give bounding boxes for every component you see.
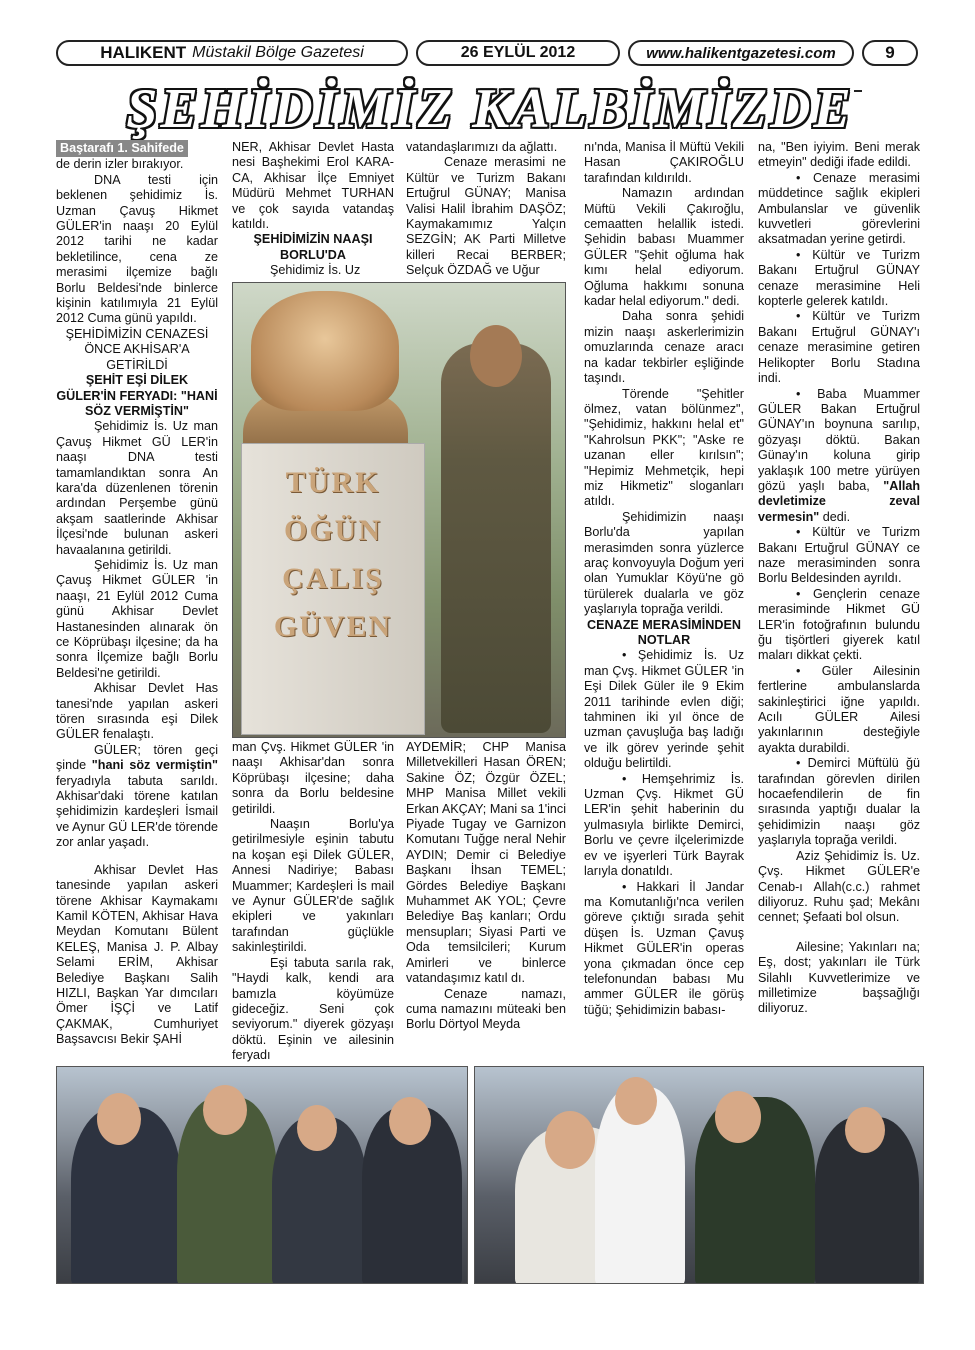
person-face bbox=[845, 1107, 885, 1153]
person-face bbox=[545, 1111, 595, 1169]
note-item bbox=[758, 387, 920, 526]
soldier-face bbox=[470, 325, 522, 387]
text-run: • Baba Muammer GÜLER Bakan Ertuğrul GÜNAY'ın boynuna sarılıp, gözyaşı döktü. Bakan Günay'ın koluna girip yaklaşık 100 metre yürüyen gözü yaşlı baba, bbox=[758, 386, 920, 493]
quote-bold: "hani söz vermiştin" bbox=[91, 758, 218, 773]
note-item: • Güler Ailesinin fertlerine ambulanslarda sakinleştirici iğne yapıldı. Acılı GÜLER Ailesi yakınlarının desteğiyle ayakta durabildi. bbox=[758, 663, 920, 755]
subheading: ŞEHİDİMİZİN NAAŞI BORLU'DA bbox=[253, 232, 373, 262]
text-run: GÜLER; tören geçi şinde bbox=[56, 742, 218, 773]
quote-bold: "Allah devletimize zeval vermesin" bbox=[758, 478, 920, 524]
page-headline: ŞEHİDİMİZ KALBİMİZDE bbox=[126, 78, 854, 140]
person-face bbox=[615, 1077, 657, 1125]
paragraph: Cenaze namazı, cuma namazını müteaki ben Borlu Dörtyol Meyda bbox=[406, 986, 566, 1032]
note-item: • Gençlerin cenaze merasiminde Hikmet GÜ LER'in fotoğrafının bulundu ğu tişörtleri giyerek katıl maları dikkat çekti. bbox=[758, 586, 920, 663]
paragraph: Aziz Şehidimiz İs. Uz. Çvş. Hikmet GÜLER'e Cenab-ı Allah(c.c.) rahmet diliyoruz. Ruhu şad; Mekânı cennet; Şefaati bol olsun. bbox=[758, 848, 920, 925]
pedestal-word: GÜVEN bbox=[273, 610, 393, 643]
article-column-2-top bbox=[232, 140, 394, 280]
paragraph: de derin izler bırakıyor. bbox=[56, 157, 184, 172]
paragraph: vatandaşlarımızı da ağlattı. bbox=[406, 140, 558, 154]
pedestal-word: TÜRK bbox=[285, 466, 381, 499]
paragraph: Törende "Şehitler ölmez, vatan bölünmez", "Şehidimiz, hakkını helal et" "Kahrolsun PKK"; "Aske re uzanan eller kırılsın"; "Hepimiz Mehmetçik, hepi miz Hikmetiz" sloganları atıldı. bbox=[584, 386, 744, 509]
paragraph: Naaşın Borlu'ya getirilmesiyle eşinin tabutu na koşan eşi Dilek GÜLER, Annesi Nadiriye; Babası Muammer; Kardeşleri İs mail ve Aynur GÜLER'de sağlık ekipleri ve yakınları tarafından güçlükle sakinleştirildi. bbox=[232, 817, 394, 955]
person-face bbox=[389, 1097, 431, 1145]
text-run: dedi. bbox=[822, 509, 851, 524]
embrace-crowd-photo bbox=[474, 1066, 924, 1284]
page-number: 9 bbox=[862, 40, 918, 66]
paper-name: HALIKENT bbox=[100, 43, 187, 62]
person-face bbox=[203, 1085, 247, 1135]
text-run: feryadıyla tabuta sarıldı. Akhisar'daki törene katılan şehidimizin kardeşleri İsmail ve Aynur GÜ LER'de törende zor anlar yaşadı. bbox=[56, 773, 218, 850]
paragraph: DNA testi için beklenen şehidimiz İs. Uzman Çavuş Hikmet GÜLER'in naaşı 20 Eylül 2012 tarihi ne kadar bekletilince, cena ze merasimi ilçemize bağlı Borlu Beldesi'nde binlerce kişinin katılımıyla 21 Eylül 2012 Cuma günü yapıldı. bbox=[56, 172, 218, 326]
paragraph: Ailesine; Yakınları na; Eş, dost; yakınları ile Türk Silahlı Kuvvetlerimize ve milletimize başsağlığı diliyoruz. bbox=[758, 939, 920, 1016]
article-column-5 bbox=[758, 140, 920, 1065]
paper-name-pill bbox=[56, 40, 408, 66]
article-column-3-bottom bbox=[406, 740, 566, 1065]
officials-crowd-photo bbox=[56, 1066, 468, 1284]
subheading: ŞEHİDİMİZİN CENAZESİ ÖNCE AKHİSAR'A GETİRİLDİ bbox=[65, 326, 209, 372]
paragraph: Akhisar Devlet Has tanesinde yapılan askeri törene Akhisar Kaymakamı Kamil KÖTEN, Akhisar Hava Meydan Komutanı Bülent KELEŞ, Manisa J. P. Albay Selami ERİM, Akhisar Belediye Başkanı Salih HIZLI, Başkan Yar dımcıları Ömer İŞÇİ ve Latif ÇAKMAK, Cumhuriyet Başsavcısı Bekir ŞAHİ bbox=[56, 862, 218, 1047]
paragraph: NER, Akhisar Devlet Hasta nesi Başhekimi Erol KARA-CA, Akhisar İlçe Emniyet Müdürü Mehmet TURHAN ve çok sayıda vatandaş katıldı. bbox=[232, 140, 394, 232]
note-item: • Cenaze merasimi müddetince sağlık ekipleri Ambulanslar ve güvenlik kuvvetleri görevlerini aksatmadan yerine getirdi. bbox=[758, 170, 920, 247]
article-column-1 bbox=[56, 140, 218, 1065]
article-column-3-top bbox=[406, 140, 566, 280]
soldier-figure bbox=[441, 343, 551, 733]
person-face bbox=[97, 1093, 141, 1145]
person-face bbox=[715, 1091, 761, 1143]
paragraph bbox=[56, 743, 218, 851]
note-item: • Şehidimiz İs. Uz man Çvş. Hikmet GÜLER 'in Eşi Dilek Güler ile 9 Ekim 2011 tarihinde evlen diği; tahminen iki yıl önce de uzman çavuşluğa baş ladığı ve ilk görev yerinde şehit olduğu belirtildi. bbox=[584, 648, 744, 771]
paragraph: Akhisar Devlet Has tanesi'nde yapılan askeri tören sırasında eşi Dilek GÜLER fenalaştı. bbox=[56, 681, 218, 742]
person-face bbox=[297, 1105, 337, 1151]
soldier-statue-photo bbox=[232, 282, 566, 738]
paper-subtitle: Müstakil Bölge Gazetesi bbox=[192, 44, 364, 61]
article-column-2-bottom bbox=[232, 740, 394, 1065]
note-item: • Kültür ve Turizm Bakanı Ertuğrul GÜNAY cenaze merasimine Heli kopterle gelerek katıldı. bbox=[758, 247, 920, 309]
paragraph: Şehidimiz İs. Uz man Çavuş Hikmet GÜ LER'in naaşı DNA testi tamamlandıktan sonra An kara'da düzenlenen törenin ardından Perşembe günü akşam saatlerinde Akhisar İlçesi'nde bulunan askeri havaalanına getirildi. bbox=[56, 419, 218, 557]
paragraph: Cenaze merasimi ne Kültür ve Turizm Bakanı Ertuğrul GÜNAY; Manisa Valisi Halil İbrahim DAŞÖZ; Kaymakamımız Yalçın SEZGİN; AK Parti Milletve killeri Recai BERBER; Selçuk ÖZDAĞ ve Uğur bbox=[406, 155, 566, 278]
note-item: • Kültür ve Turizm Bakanı Ertuğrul GÜNAY'ı cenaze merasimine getiren Helikopter Borlu Stadına indi. bbox=[758, 309, 920, 386]
note-item: • Hakkari İl Jandar ma Komutanlığı'nca verilen göreve çıktığı sırada şehit düşen İs. Uzman Çavuş Hikmet GÜLER'in operas yona çıkmadan önce cep telefonundan babası Mu ammer GÜLER ile görüş tüğü; Şehidimizin babası- bbox=[584, 879, 744, 1017]
note-item: • Hemşehrimiz İs. Uzman Çvş. Hikmet GÜ LER'in şehit haberinin du yulmasıyla birlikte Demirci, Borlu ve çevre ilçelerimizde ev ve işyerleri Türk Bayrak larıyla donatıldı. bbox=[584, 771, 744, 879]
paragraph: Namazın ardından Müftü Vekili Çakıroğlu, cemaatten helallik istedi. Şehidin babası Muammer GÜLER "Şehit oğluma hak kımı helal ediyorum. Oğluma hakkımı sonuna kadar helal ediyorum." dedi. bbox=[584, 186, 744, 309]
paragraph: man Çvş. Hikmet GÜLER 'in naaşı Akhisar'dan sonra Köprübaşı ilçesine; daha sonra da Borlu beldesine getirildi. bbox=[232, 740, 394, 816]
statue-pedestal bbox=[241, 443, 425, 735]
note-item: • Kültür ve Turizm Bakanı Ertuğrul GÜNAY ce naze merasiminden sonra Borlu Beldesinden ayrıldı. bbox=[758, 525, 920, 586]
paragraph: Daha sonra şehidi mizin naaşı askerlerimizin omuzlarında cenaze aracı na kadar tekbirler eşliğinde taşındı. bbox=[584, 309, 744, 386]
ataturk-bust bbox=[251, 291, 399, 411]
paragraph: AYDEMİR; CHP Manisa Milletvekilleri Hasan ÖREN; Sakine ÖZ; Özgür ÖZEL; MHP Manisa Millet vekili Erkan AKÇAY; Mani sa 1'inci Piyade Tugay ve Garnizon Komutanı Tuğge neral Nehir AYDIN; Demir ci Belediye Başkanı İhsan TEMEL; Gördes Belediye Başkanı Muhammet AK YOL; Çevre Belediye Baş kanları; Ordu mensupları; Siyasi Parti ve Oda temsilcileri; Kurum Amirleri ve binlerce vatandaşımız katıl dı. bbox=[406, 740, 566, 986]
issue-date: 26 EYLÜL 2012 bbox=[416, 40, 620, 66]
pedestal-word: ÖĞÜN bbox=[284, 514, 382, 547]
paragraph: nı'nda, Manisa İl Müftü Vekili Hasan ÇAKIROĞLU tarafından kıldırıldı. bbox=[584, 140, 744, 185]
subheading: ŞEHİT EŞİ DİLEK GÜLER'İN FERYADI: "HANİ SÖZ VERMİŞTİN" bbox=[56, 373, 218, 418]
pedestal-word: ÇALIŞ bbox=[282, 562, 384, 595]
paragraph: Eşi tabuta sarıla rak, "Haydi kalk, kendi ara bamızla köyümüze gideceğiz. Seni çok seviyorum." diyerek gözyaşı döktü. Eşinin ve ailesinin feryadı bbox=[232, 955, 394, 1063]
paragraph: Şehidimiz İs. Uz bbox=[270, 263, 361, 278]
article-column-4 bbox=[584, 140, 744, 1065]
website-link[interactable]: www.halikentgazetesi.com bbox=[628, 40, 854, 66]
masthead-bar bbox=[56, 38, 924, 72]
paragraph: Şehidimizin naaşı Borlu'da yapılan merasimden sonra yüzlerce araç konvoyuyla Doğum yeri olan Yumuklar Köyü'ne gö türülerek dualarla ve göz yaşlarıyla toprağa verildi. bbox=[584, 509, 744, 617]
subheading: CENAZE MERASİMİNDEN NOTLAR bbox=[587, 617, 741, 647]
continued-banner: Baştarafı 1. Sahifede bbox=[56, 140, 188, 157]
paragraph: Şehidimiz İs. Uz man Çavuş Hikmet GÜLER 'in naaşı, 21 Eylül 2012 Cuma günü Akhisar Devlet Hastanesinden alınarak ön ce Köprübaşı ilçesine; da ha sonra İlçemize bağlı Borlu Beldesi'ne getirildi. bbox=[56, 557, 218, 680]
paragraph: na, "Ben iyiyim. Beni merak etmeyin" dediği ifade edildi. bbox=[758, 140, 920, 170]
note-item: • Demirci Müftülü ğü tarafından görevlen dirilen hocaefendilerin de fin sırasında yaptığı dualar la şehidimizin naaşı göz yaşlarıyla toprağa verildi. bbox=[758, 756, 920, 848]
